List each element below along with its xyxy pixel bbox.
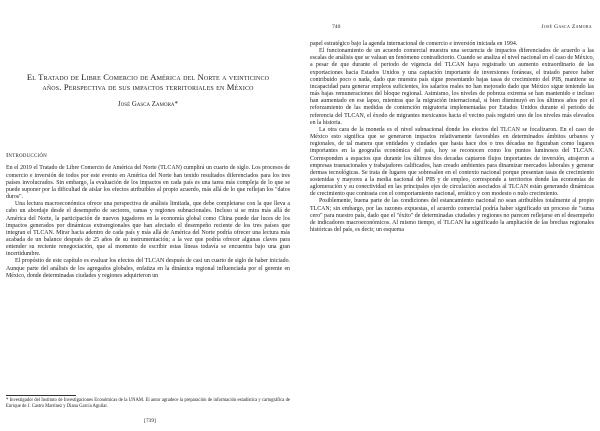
left-paragraph-1: En el 2019 el Tratado de Libre Comercio de América del Norte (TLCAN) cumplirá un cuarto de siglo. Los procesos de comercio e inversión de todos por este evento en América del Norte han tenido resultados diferenciados para los tres países involucrados. Sin embargo, la evaluación de los impactos en cada país es una tarea más compleja de lo que se puede suponer por la dificultad de aislar los efectos atribuibles al propio acuerdo, más allá de lo que reflejan los "datos duros". <box>6 165 290 201</box>
footnote-divider <box>6 395 76 396</box>
left-folio: [739] <box>144 418 156 424</box>
right-page-content <box>310 41 594 234</box>
left-paragraph-2: Una lectura macroeconómica ofrece una perspectiva de análisis limitada, que debe completarse con la que lleva a cabo un abordaje desde el desempeño de sectores, ramas y regiones subnacionales. Incluso si se mira más allá de América del Norte, la participación de nuevos jugadores en la economía global como China puede dar luces de los impactos generados por dinámicas extraregionales que han afectado el desempeño reciente de los tres países que integran el TLCAN. Mirar hacia adentro de cada país y más allá de América del Norte podría ofrecer una lectura más acabada de un balance después de 25 años de su instrumentación; a la vez que podría ofrecer algunas claves para entender su reciente renegociación, que al momento de escribir estas líneas todavía se encuentra bajo una gran incertidumbre. <box>6 201 290 258</box>
chapter-title: El Tratado de Libre Comercio de América del Norte a veinticinco años. Perspectiva de sus impactos territoriales en México <box>26 72 270 93</box>
page-number: 740 <box>332 24 341 30</box>
footnote: * Investigador del Instituto de Investigaciones Económicas de la UNAM. El autor agradece la preparación de información estadística y cartográfica de Enrique de J. Castro Martínez y Diana García Aguilar. <box>6 398 290 409</box>
left-paragraph-3: El propósito de este capítulo es evaluar los efectos del TLCAN después de casi un cuarto de siglo de haber iniciado. Aunque parte del análisis de los agregados globales, enfatiza en la dinámica regional influenciada por el gerente en México, donde determinadas ciudades y regiones adquirieron un <box>6 258 290 279</box>
right-paragraph-4: Posiblemente, buena parte de las condiciones del estancamiento nacional no sean atribuibles totalmente al propio TLCAN; sin embargo, por las razones expuestas, el acuerdo comercial podría haber significado un proceso de "suma cero" para nuestro país, dado que el "éxito" de determinadas ciudades y regiones no parecen reflejarse en el desempeño de indicadores macroeconómicos. Al mismo tiempo, el TLCAN ha significado la ampliación de las brechas regionales históricas del país, es decir, un esquema <box>310 198 594 234</box>
right-paragraph-3: La otra cara de la moneda es el nivel subnacional donde los efectos del TLCAN se focalizaron. En el caso de México esto significa que se generaron impactos relativamente favorables en determinados ámbitos urbanos y regionales, de tal manera que entidades y ciudades que hasta hace dos o tres décadas no figuraban como lugares importantes en la geografía económica del país, hoy se reconocen como los puntos luminosos del TLCAN. Corresponden a espacios que durante los últimos dos decadas captaron flujos importantes de inversión, atrajeron a empresas trasnacionales y trabajadores calificados, han creado ambientes para dinamizar mercados laborales y generar dermas tecnológicas. Se trata de lugares que sobresalen en el contexto nacional porque presentan tasas de crecimiento sostenidas y mayores a la media nacional del PIB y de empleo, corresponde a territorios donde las economías de aglomeración y su conectividad en las principales ejes de circulación asociados al TLCAN están generando dinámicas de crecimiento que contrasta con el comportamiento nacional, errático y con modesto o nulo crecimiento. <box>310 126 594 198</box>
right-paragraph-2: El funcionamiento de un acuerdo comercial muestra una secuencia de impactos diferenciados de acuerdo a las escalas de análisis que se valuan un fenómeno contradictorio. Cuando se analiza el nivel nacional en el caso de México, a pesar de que durante el periodo de vigencia del TLCAN haya registrado un aumento extraordinario de las exportaciones hacia Estados Unidos y una captación importante de inversiones foráneas, el tratado parece haber contribuido poco o nada, dado que muestra país sigue presentando bajas tasas de crecimiento del PIB, mantiene su incapacidad para generar empleos suficientes, los salarios reales no han mejorado dado que México sigue teniendo las más bajas remuneraciones del bloque regional. Asimismo, los niveles de pobreza extrema se han mantenido e incluso han aumentado en ese lapso, mientras que la migración internacional, si bien disminuyó en los últimos años por el reforzamiento de las medidas de contención migratoria implementadas por Estados Unidos durante el periodo de referencia del TLCAN, el éxodo de migrantes mexicanos hacia el vecino país registró uno de los niveles más elevados en la historia. <box>310 48 594 126</box>
right-paragraph-1: papel estratégico bajo la agenda internacional de comercio e inversión iniciada en 1994. <box>310 41 518 47</box>
running-head-author: José Gasca Zamora <box>541 24 592 30</box>
right-page <box>300 0 600 431</box>
section-heading: Introducción <box>6 152 47 160</box>
chapter-author: José Gasca Zamora* <box>118 101 178 109</box>
running-header <box>310 0 594 30</box>
